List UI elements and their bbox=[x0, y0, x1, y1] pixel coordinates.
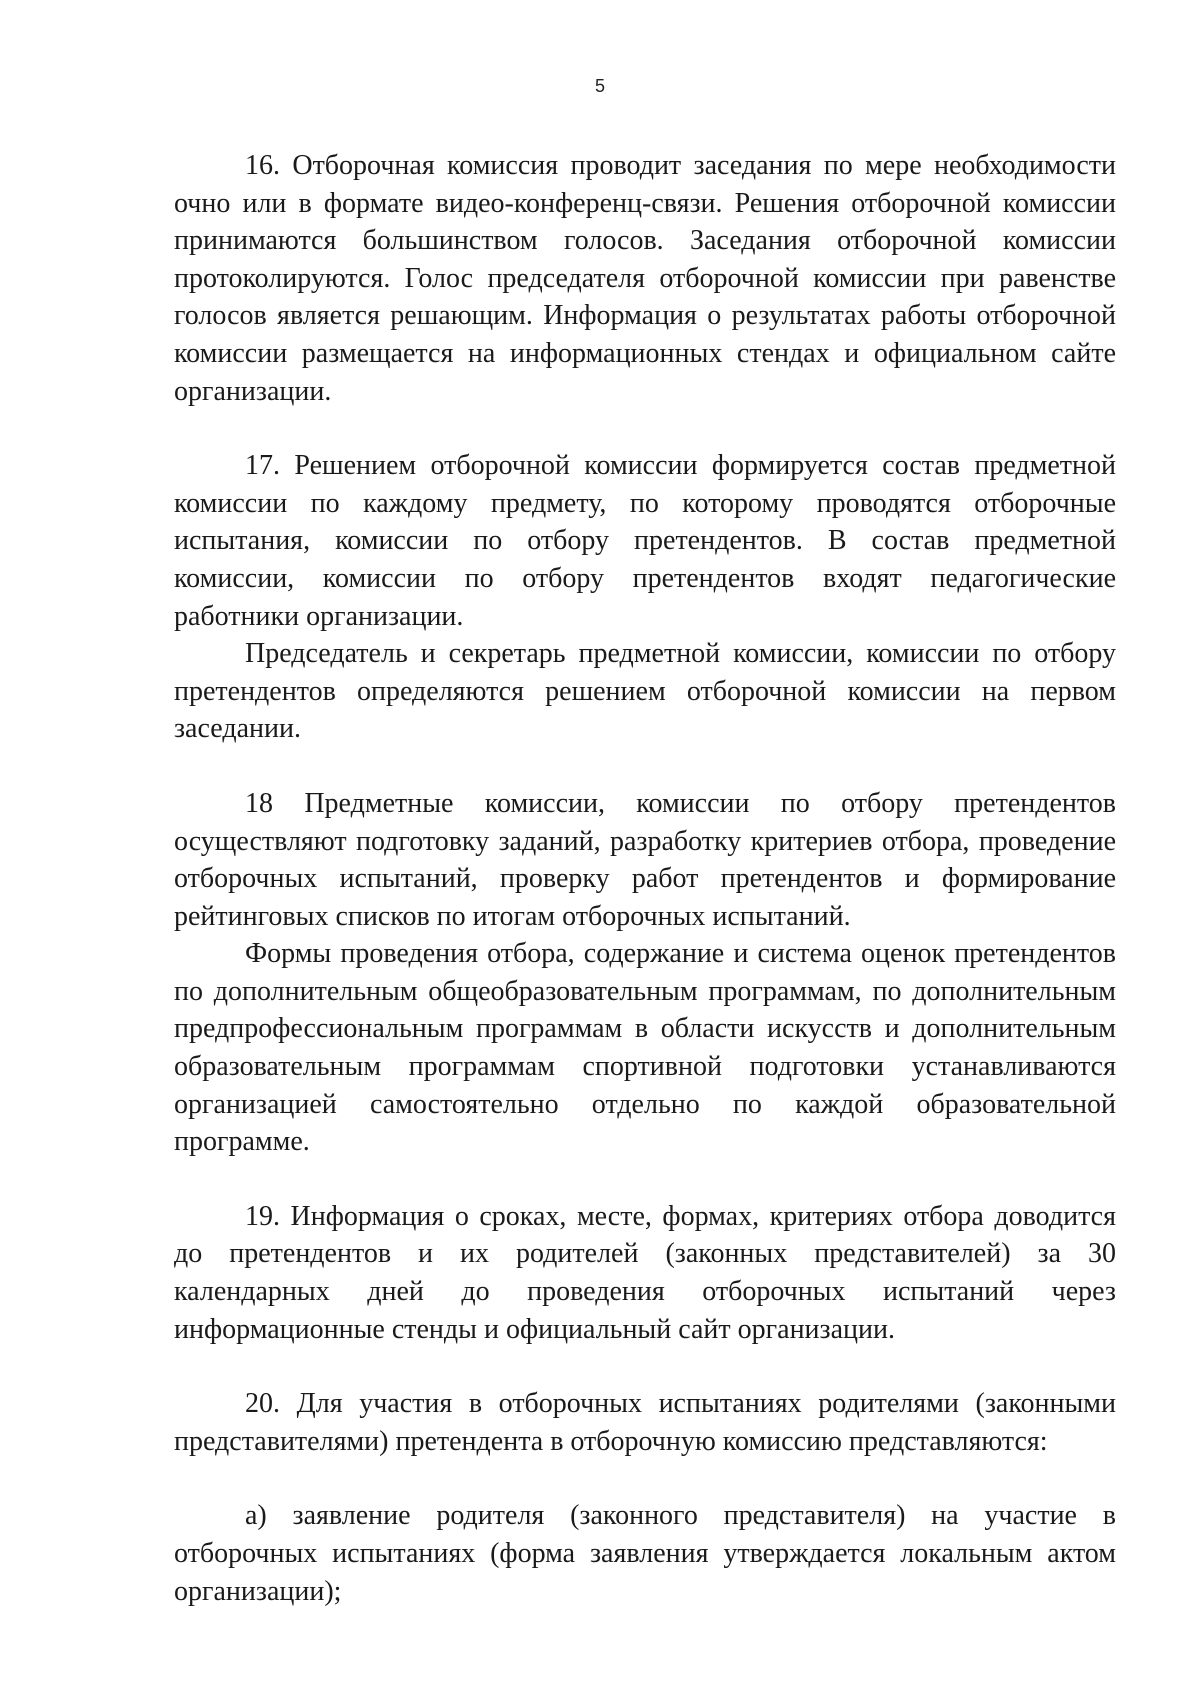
paragraph-19: 19. Информация о сроках, месте, формах, критериях отбора доводится до претендентов и их родителей (законных представителей) за 30 календарных дней до проведения отборочных испытаний через информационные стенды и официальный сайт организации. bbox=[174, 1200, 1116, 1345]
page-number: 5 bbox=[594, 76, 605, 96]
document-body bbox=[174, 147, 1116, 1610]
paragraph-20: 20. Для участия в отборочных испытаниях родителями (законными представителями) претендента в отборочную комиссию представляются: bbox=[174, 1388, 1116, 1457]
paragraph-17: 17. Решением отборочной комиссии формируется состав предметной комиссии по каждому предмету, по которому проводятся отборочные испытания, комиссии по отбору претендентов. В состав предметной комиссии, комиссии по отбору претендентов входят педагогические работники организации. bbox=[174, 450, 1116, 632]
paragraph-17-chairman: Председатель и секретарь предметной комиссии, комиссии по отбору претендентов определяются решением отборочной комиссии на первом заседании. bbox=[174, 638, 1116, 745]
paragraph-18-forms: Формы проведения отбора, содержание и система оценок претендентов по дополнительным общеобразовательным программам, по дополнительным предпрофессиональным программам в области искусств и дополнительным образовательным программам спортивной подготовки устанавливаются организацией самостоятельно отдельно по каждой образовательной программе. bbox=[174, 938, 1116, 1158]
paragraph-20-a: а) заявление родителя (законного представителя) на участие в отборочных испытаниях (форма заявления утверждается локальным актом организации); bbox=[174, 1500, 1116, 1607]
paragraph-18: 18 Предметные комиссии, комиссии по отбору претендентов осуществляют подготовку заданий, разработку критериев отбора, проведение отборочных испытаний, проверку работ претендентов и формирование рейтинговых списков по итогам отборочных испытаний. bbox=[174, 787, 1116, 932]
paragraph-16: 16. Отборочная комиссия проводит заседания по мере необходимости очно или в формате видео-конференц-связи. Решения отборочной комиссии принимаются большинством голосов. Заседания отборочной комиссии протоколируются. Голос председателя отборочной комиссии при равенстве голосов является решающим. Информация о результатах работы отборочной комиссии размещается на информационных стендах и официальном сайте организации. bbox=[174, 150, 1116, 407]
